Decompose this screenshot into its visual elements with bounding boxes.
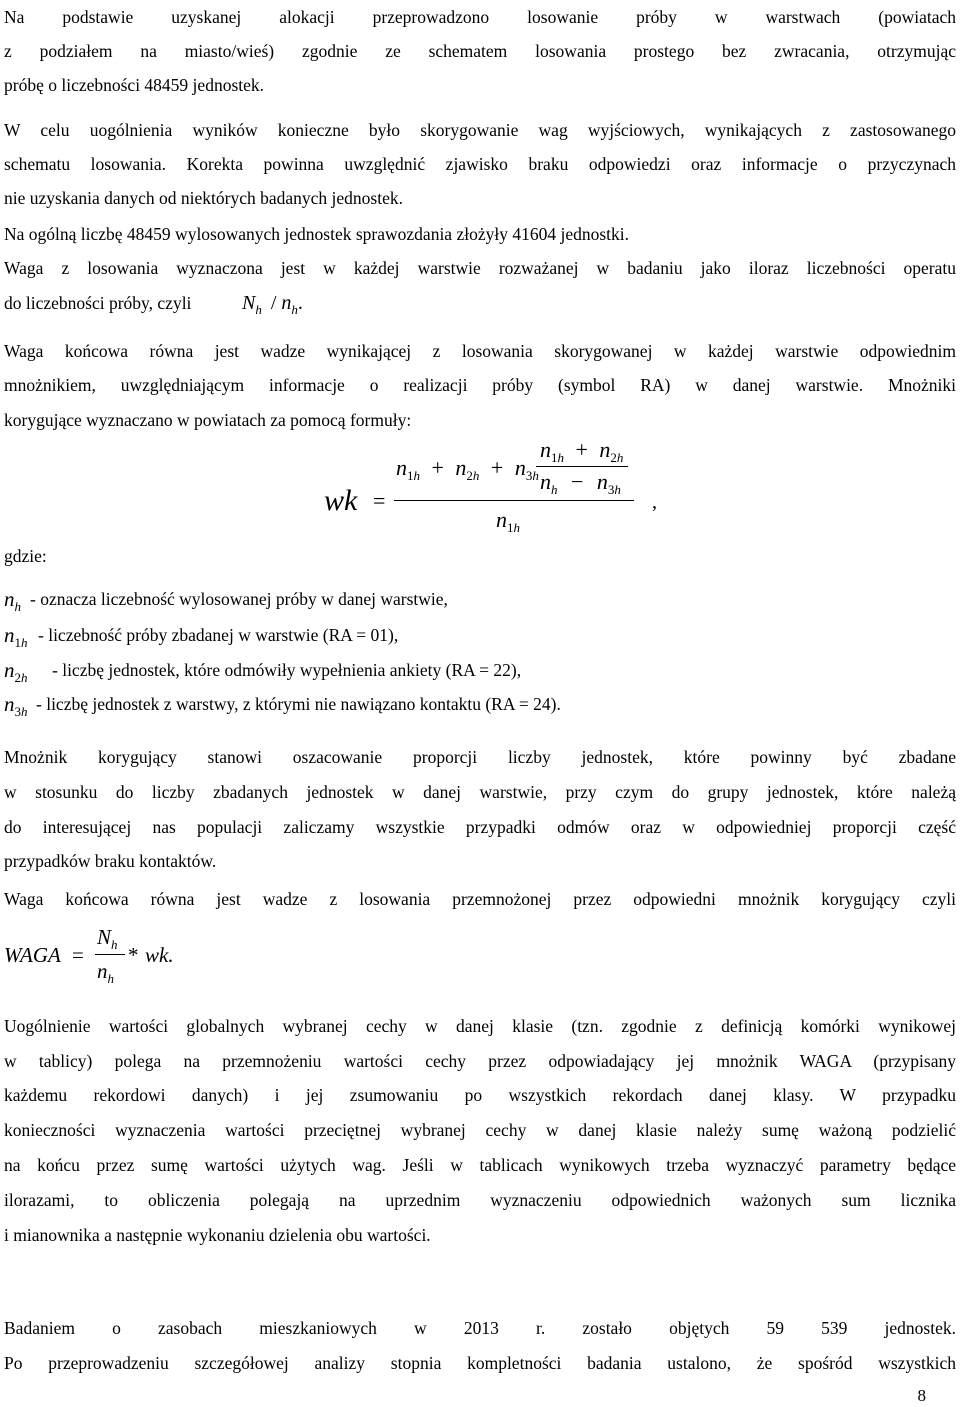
inner-fraction-numerator: $n_{1h} + n_{2h}$ (540, 437, 624, 465)
paragraph-8-line-4: konieczności wyznaczenia wartości przeciętnej wybranej cechy w danej klasie należy sumę ważoną podzielić (4, 1120, 956, 1140)
gdzie-label: gdzie: (4, 546, 47, 566)
paragraph-7: Waga końcowa równa jest wadze z losowania przemnożonej przez odpowiedni mnożnik korygujący czyli (4, 889, 956, 909)
formula-comma: , (652, 491, 657, 513)
paragraph-8-line-2: w tablicy) polega na przemnożeniu wartości cechy przez odpowiadający jej mnożnik WAGA (przypisany (4, 1051, 956, 1071)
paragraph-8-line-3: każdemu rekordowi danych) i jej zsumowaniu po wszystkich rekordach danej klasy. W przypadku (4, 1085, 956, 1105)
main-fraction-bar (394, 500, 634, 501)
paragraph-1-line-2: z podziałem na miasto/wieś) zgodnie ze schematem losowania prostego bez zwracania, otrzymując (4, 41, 956, 61)
formula-equals: = (373, 488, 386, 513)
symbol-n3h: $n_{3h}$ (4, 692, 28, 719)
formula-numerator-terms: $n_{1h} + n_{2h} + n_{3h}$ (396, 455, 539, 483)
paragraph-4-line-1: Waga z losowania wyznaczona jest w każdej warstwie rozważanej w badaniu jako iloraz liczebności operatu (4, 258, 956, 278)
paragraph-6-line-1: Mnożnik korygujący stanowi oszacowanie proporcji liczby jednostek, które powinny być zbadane (4, 747, 956, 767)
inner-fraction-bar (536, 466, 628, 467)
main-fraction-denominator: $n_{1h}$ (496, 507, 520, 535)
paragraph-5-line-1: Waga końcowa równa jest wadze wynikającej z losowania skorygowanej w każdej warstwie odpowiednim (4, 341, 956, 361)
inner-fraction-denominator: $n_h - n_{3h}$ (540, 469, 621, 497)
paragraph-8-line-6: ilorazami, to obliczenia polegają na uprzednim wyznaczeniu odpowiednich ważonych sum licznika (4, 1190, 956, 1210)
formula-waga-denominator: $n_h$ (97, 959, 114, 986)
paragraph-2-line-3: nie uzyskania danych od niektórych badanych jednostek. (4, 188, 403, 208)
formula-wk-symbol: wk (324, 484, 358, 517)
formula-waga-multiply: * (128, 943, 139, 967)
paragraph-5-line-2: mnożnikiem, uwzględniającym informacje o realizacji próby (symbol RA) w danej warstwie. Mnożniki (4, 375, 956, 395)
formula-waga-wk: wk. (145, 943, 174, 967)
paragraph-9-line-1: Badaniem o zasobach mieszkaniowych w 2013 r. zostało objętych 59 539 jednostek. (4, 1318, 956, 1338)
symbol-nh: $n_h$ (4, 587, 21, 614)
formula-waga-bar (95, 954, 125, 955)
paragraph-3: Na ogólną liczbę 48459 wylosowanych jednostek sprawozdania złożyły 41604 jednostki. (4, 224, 629, 244)
definition-n3h-text: - liczbę jednostek z warstwy, z którymi nie nawiązano kontaktu (RA = 24). (36, 694, 561, 714)
paragraph-2-line-2: schematu losowania. Korekta powinna uwzględnić zjawisko braku odpowiedzi oraz informacje o przyczynach (4, 154, 956, 174)
formula-waga-equals: = (72, 943, 84, 967)
paragraph-9-line-2: Po przeprowadzeniu szczegółowej analizy stopnia kompletności badania ustalono, że spośród wszystkich (4, 1353, 956, 1373)
paragraph-8-line-7: i mianownika a następnie wykonaniu dzielenia obu wartości. (4, 1225, 431, 1245)
definition-n1h-text: - liczebność próby zbadanej w warstwie (RA = 01), (38, 625, 399, 645)
formula-waga-symbol: WAGA (4, 943, 61, 967)
paragraph-8-line-1: Uogólnienie wartości globalnych wybranej cechy w danej klasie (tzn. zgodnie z definicją komórki wynikowej (4, 1016, 956, 1036)
formula-waga-numerator: $N_h$ (97, 925, 118, 952)
paragraph-1-line-3: próbę o liczebności 48459 jednostek. (4, 75, 265, 95)
paragraph-2-line-1: W celu uogólnienia wyników konieczne było skorygowanie wag wyjściowych, wynikających z zastosowanego (4, 120, 956, 140)
paragraph-5-line-3: korygujące wyznaczano w powiatach za pomocą formuły: (4, 410, 412, 430)
paragraph-6-line-2: w stosunku do liczby zbadanych jednostek w danej warstwie, przy czym do grupy jednostek, które należą (4, 782, 956, 802)
definition-nh-text: - oznacza liczebność wylosowanej próby w danej warstwie, (30, 589, 448, 609)
formula-Nh-over-nh: $N_h / n_h$. (242, 292, 303, 317)
page-number: 8 (917, 1386, 926, 1405)
paragraph-6-line-3: do interesującej nas populacji zaliczamy wszystkie przypadki odmów oraz w odpowiedniej proporcji część (4, 817, 956, 837)
symbol-n2h: $n_{2h}$ (4, 658, 28, 685)
symbol-n1h: $n_{1h}$ (4, 623, 28, 650)
paragraph-1-line-1: Na podstawie uzyskanej alokacji przeprowadzono losowanie próby w warstwach (powiatach (4, 7, 956, 27)
paragraph-8-line-5: na końcu przez sumę wartości użytych wag. Jeśli w tablicach wynikowych trzeba wyznaczyć parametry będące (4, 1155, 956, 1175)
paragraph-6-line-4: przypadków braku kontaktów. (4, 851, 217, 871)
definition-n2h-text: - liczbę jednostek, które odmówiły wypełnienia ankiety (RA = 22), (52, 660, 522, 680)
paragraph-4-line-2: do liczebności próby, czyli (4, 293, 192, 313)
